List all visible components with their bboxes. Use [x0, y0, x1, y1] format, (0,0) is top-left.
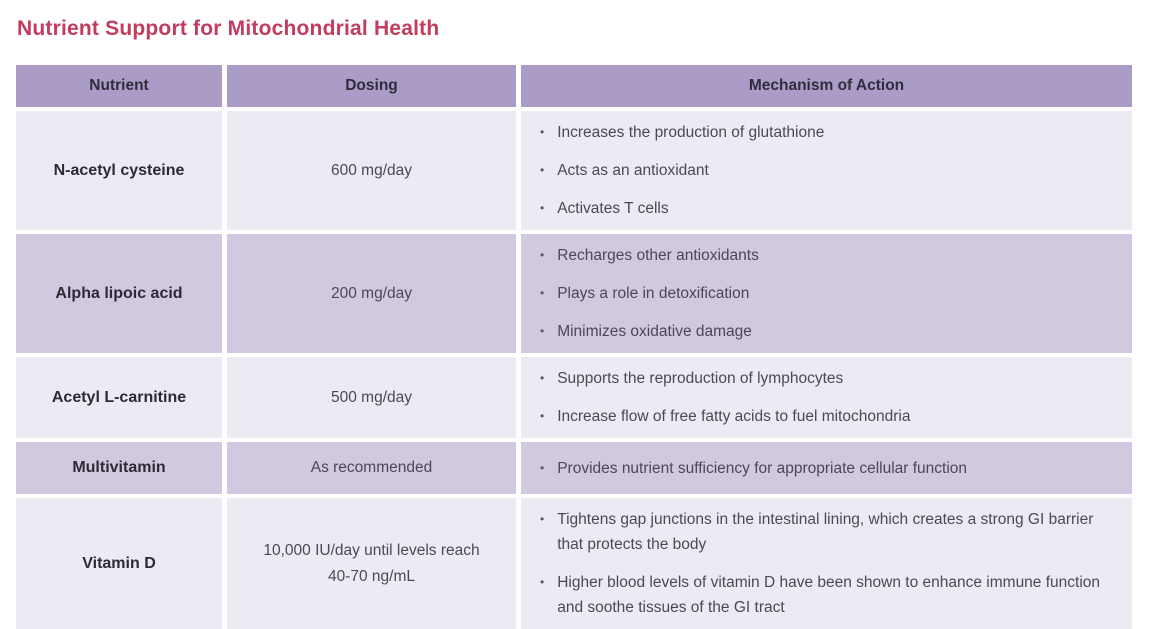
mechanism-text: Acts as an antioxidant	[557, 162, 709, 179]
dosing-value: 600 mg/day	[227, 111, 516, 230]
mechanism-text: Recharges other antioxidants	[557, 247, 759, 264]
nutrient-name: N-acetyl cysteine	[16, 111, 222, 230]
mechanism-text: Provides nutrient sufficiency for appropriate cellular function	[557, 459, 968, 477]
bullet-icon: •	[540, 125, 545, 139]
bullet-icon: •	[540, 163, 545, 177]
mechanism-cell	[521, 111, 1132, 230]
mechanism-text: Tightens gap junctions in the intestinal lining, which creates a strong GI barrier that protects the body	[557, 511, 1094, 553]
column-header-nutrient: Nutrient	[16, 65, 222, 107]
bullet-icon: •	[540, 409, 545, 423]
mechanism-cell	[521, 442, 1132, 494]
bullet-icon: •	[540, 286, 545, 300]
nutrient-name: Acetyl L-carnitine	[16, 357, 222, 438]
mechanism-text: Higher blood levels of vitamin D have been shown to enhance immune function and soothe tissues of the GI tract	[557, 574, 1101, 616]
dosing-value: 10,000 IU/day until levels reach 40-70 ng/mL	[227, 498, 516, 629]
table-row-vitamin-d	[16, 498, 1132, 629]
table-row-acetyl-l-carnitine	[16, 357, 1132, 438]
mechanism-list	[521, 234, 1132, 353]
mechanism-item	[521, 404, 1120, 429]
mechanism-text: Supports the reproduction of lymphocytes	[557, 370, 844, 387]
mechanism-text: Minimizes oxidative damage	[557, 323, 752, 340]
dosing-value: 200 mg/day	[227, 234, 516, 353]
mechanism-item	[521, 507, 1120, 557]
bullet-icon: •	[540, 201, 545, 215]
bullet-icon: •	[540, 512, 545, 526]
mechanism-list	[521, 447, 1132, 490]
mechanism-list	[521, 111, 1132, 230]
bullet-icon: •	[540, 248, 545, 262]
mechanism-text: Plays a role in detoxification	[557, 285, 750, 302]
mechanism-list	[521, 357, 1132, 438]
mechanism-item	[521, 366, 1120, 391]
table-row-n-acetyl-cysteine	[16, 111, 1132, 230]
table-row-alpha-lipoic-acid	[16, 234, 1132, 353]
mechanism-item	[521, 319, 1120, 344]
mechanism-item	[521, 196, 1120, 221]
column-header-dosing: Dosing	[227, 65, 516, 107]
mechanism-cell	[521, 234, 1132, 353]
column-header-mechanism: Mechanism of Action	[521, 65, 1132, 107]
mechanism-item	[521, 158, 1120, 183]
mechanism-item	[521, 281, 1120, 306]
mechanism-text: Increases the production of glutathione	[557, 124, 825, 141]
table-row-multivitamin	[16, 442, 1132, 494]
mechanism-text: Activates T cells	[557, 200, 669, 217]
bullet-icon: •	[540, 371, 545, 385]
mechanism-item	[521, 120, 1120, 145]
bullet-icon: •	[540, 460, 545, 475]
mechanism-cell	[521, 498, 1132, 629]
dosing-value: 500 mg/day	[227, 357, 516, 438]
nutrient-name: Vitamin D	[16, 498, 222, 629]
mechanism-item	[521, 456, 1120, 481]
mechanism-list	[521, 498, 1132, 629]
bullet-icon: •	[540, 324, 545, 338]
nutrient-name: Alpha lipoic acid	[16, 234, 222, 353]
table-header-row	[16, 65, 1132, 107]
mechanism-cell	[521, 357, 1132, 438]
nutrient-name: Multivitamin	[16, 442, 222, 494]
page-title: Nutrient Support for Mitochondrial Health	[17, 17, 440, 40]
bullet-icon: •	[540, 575, 545, 589]
nutrient-table	[16, 65, 1132, 629]
dosing-value: As recommended	[227, 442, 516, 494]
mechanism-item	[521, 570, 1120, 620]
mechanism-item	[521, 243, 1120, 268]
mechanism-text: Increase flow of free fatty acids to fuel mitochondria	[557, 408, 911, 425]
